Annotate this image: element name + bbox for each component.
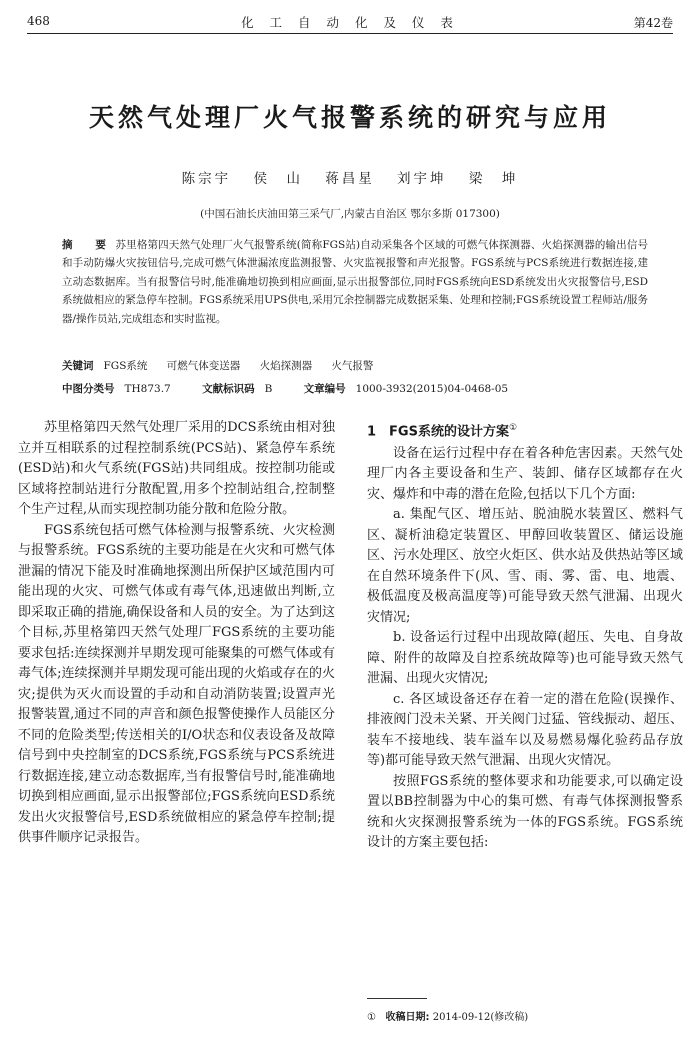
footnote	[367, 1008, 528, 1023]
body-paragraph: FGS系统包括可燃气体检测与报警系统、火灾检测与报警系统。FGS系统的主要功能是在火灾和可燃气体泄漏的情况下能及时准确地探测出所保护区域范围内可能出现的火灾、可燃气体或有毒气体,迅速做出判断,立即采取正确的措施,确保设备和人员的安全。为了达到这个目标,苏里格第四天然气处理厂FGS系统的主要功能要求包括:连续探测并早期发现可能聚集的可燃气体或有毒气体;连续探测并早期发现可能出现的火焰或存在的火灾;提供为灭火而设置的手动和自动消防装置;设置声光报警装置,通过不同的声音和颜色报警使操作人员能区分不同的危险类型;传送相关的I/O状态和仪表设备及故障信号到中央控制室的DCS系统,FGS系统与PCS系统进行数据连接,建立动态数据库,当有报警信号时,能准确地切换到相应画面,显示出报警部位;FGS系统向ESD系统发出火灾报警信号,ESD系统做相应的紧急停车控制;提供事件顺序记录报告。	[18, 522, 335, 845]
body-paragraph: 按照FGS系统的整体要求和功能要求,可以确定设置以BB控制器为中心的集可燃、有毒气体探测报警系统和火灾探测报警系统为一体的FGS系统。FGS系统设计的方案主要包括:	[367, 773, 683, 851]
header-rule	[27, 33, 673, 34]
running-header	[27, 10, 673, 32]
right-column	[367, 418, 683, 854]
volume-number: 第42卷	[633, 16, 673, 30]
doc-code-value: B	[264, 383, 273, 395]
footnote-rule	[367, 998, 427, 999]
keyword: FGS系统	[103, 360, 148, 372]
body-paragraph: a. 集配气区、增压站、脱油脱水装置区、燃料气区、凝析油稳定装置区、甲醇回收装置区、储运设施区、污水处理区、放空火炬区、供水站及供热站等区域在自然环境条件下(风、雪、雨、雾、雷、电、地震、极低温度及极高温度等)可能导致天然气泄漏、出现火灾情况;	[367, 507, 683, 625]
author: 刘宇坤	[397, 171, 447, 187]
body-paragraph: 苏里格第四天然气处理厂采用的DCS系统由相对独立并互相联系的过程控制系统(PCS站)、紧急停车系统(ESD站)和火气系统(FGS站)共同组成。按控制功能或区域将控制站进行分散配置,用多个控制站组合,控制整个生产过程,从而实现控制功能分散和危险分散。	[18, 420, 335, 517]
author: 侯 山	[253, 171, 303, 187]
affiliation: (中国石油长庆油田第三采气厂,内蒙古自治区 鄂尔多斯 017300)	[200, 208, 500, 220]
author-list	[0, 167, 700, 187]
article-number-label: 文章编号	[303, 383, 346, 395]
left-column	[18, 418, 335, 849]
journal-name: 化 工 自 动 化 及 仪 表	[241, 15, 459, 30]
footnote-mark: ①	[367, 1012, 376, 1023]
keywords-label: 关键词	[62, 360, 94, 372]
page-number: 468	[27, 14, 50, 28]
body-paragraph: b. 设备运行过程中出现故障(超压、失电、自身故障、附件的故障及自控系统故障等)也可能导致天然气泄漏、出现火灾情况;	[367, 630, 683, 687]
clc-value: TH873.7	[124, 383, 171, 395]
classification-line	[62, 381, 648, 396]
author: 陈宗宇	[181, 171, 232, 187]
author: 蒋昌星	[325, 171, 375, 187]
received-date: 2014-09-12(修改稿)	[432, 1012, 529, 1023]
received-date-label: 收稿日期:	[385, 1012, 430, 1023]
keyword: 火焰探测器	[259, 360, 313, 372]
abstract-label: 摘 要	[62, 239, 112, 251]
paper-title: 天然气处理厂火气报警系统的研究与应用	[88, 103, 611, 132]
author: 梁 坤	[468, 171, 519, 187]
clc-label: 中图分类号	[62, 383, 115, 395]
abstract	[62, 236, 648, 328]
footnote-ref: ①	[508, 423, 518, 433]
doc-code-label: 文献标识码	[202, 383, 255, 395]
article-number-value: 1000-3932(2015)04-0468-05	[355, 383, 509, 395]
keyword: 火气报警	[331, 360, 374, 372]
body-paragraph: c. 各区域设备还存在着一定的潜在危险(误操作、排液阀门没未关紧、开关阀门过猛、管线振动、超压、装车不接地线、装车溢车以及易燃易爆化验药品存放等)都可能导致天然气泄漏、出现火灾情况。	[367, 691, 683, 769]
section-title: 1 FGS系统的设计方案	[367, 424, 509, 440]
abstract-text: 苏里格第四天然气处理厂火气报警系统(简称FGS站)自动采集各个区域的可燃气体探测器、火焰探测器的输出信号和手动防爆火灾按钮信号,完成可燃气体泄漏浓度监测报警、火灾监视报警和声光报警。FGS系统与PCS系统进行数据连接,建立动态数据库。当有报警信号时,能准确地切换到相应画面,显示出报警部位,同时FGS系统向ESD系统发出火灾报警信号,ESD系统做相应的紧急停车控制。FGS系统采用UPS供电,采用冗余控制器完成数据采集、处理和控制;FGS系统设置工程师站/服务器/操作员站,完成组态和实时监视。	[62, 239, 649, 325]
keyword: 可燃气体变送器	[166, 360, 241, 372]
body-paragraph: 设备在运行过程中存在着各种危害因素。天然气处理厂内各主要设备和生产、装卸、储存区域都存在火灾、爆炸和中毒的潜在危险,包括以下几个方面:	[367, 445, 683, 502]
keywords	[62, 358, 648, 373]
section-heading	[367, 418, 683, 443]
